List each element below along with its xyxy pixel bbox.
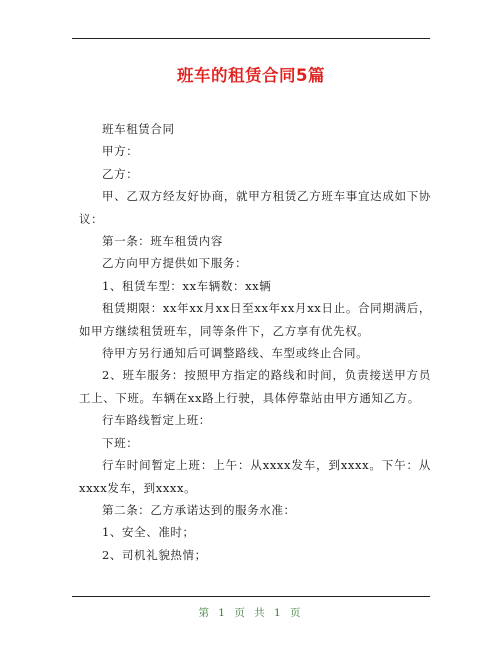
paragraph: 班车租赁合同 <box>102 122 175 136</box>
paragraph: 乙方： <box>102 166 139 181</box>
paragraph: 第一条：班车租赁内容 <box>102 234 223 249</box>
paragraph: 下班： <box>102 435 139 450</box>
paragraph: 行车时间暂定上班：上午：从xxxx发车，到xxxx。下午：从xxxx发车，到xxxx。 <box>79 458 431 495</box>
paragraph: 待甲方另行通知后可调整路线、车型或终止合同。 <box>102 346 369 361</box>
paragraph: 1、安全、准时； <box>102 525 195 540</box>
footer-rule <box>72 596 430 597</box>
header-rule <box>72 38 430 39</box>
paragraph: 第二条：乙方承诺达到的服务水准： <box>102 502 296 517</box>
document-body <box>79 118 431 566</box>
paragraph: 1、租赁车型：xx车辆数：xx辆 <box>102 278 272 293</box>
paragraph: 租赁期限：xx年xx月xx日至xx年xx月xx日止。合同期满后，如甲方继续租赁班车，同等条件下，乙方享有优先权。 <box>79 301 431 338</box>
document-title: 班车的租赁合同5篇 <box>177 66 325 85</box>
paragraph: 甲、乙双方经友好协商，就甲方租赁乙方班车事宜达成如下协议： <box>79 189 431 226</box>
paragraph: 2、司机礼貌热情； <box>102 547 207 562</box>
paragraph: 2、班车服务：按照甲方指定的路线和时间，负责接送甲方员工上、下班。车辆在xx路上行驶，具体停靠站由甲方通知乙方。 <box>79 368 431 405</box>
paragraph: 甲方： <box>102 144 139 159</box>
page-number: 第 1 页 共 1 页 <box>198 607 304 619</box>
paragraph: 行车路线暂定上班： <box>102 413 211 428</box>
paragraph: 乙方向甲方提供如下服务： <box>102 256 248 271</box>
